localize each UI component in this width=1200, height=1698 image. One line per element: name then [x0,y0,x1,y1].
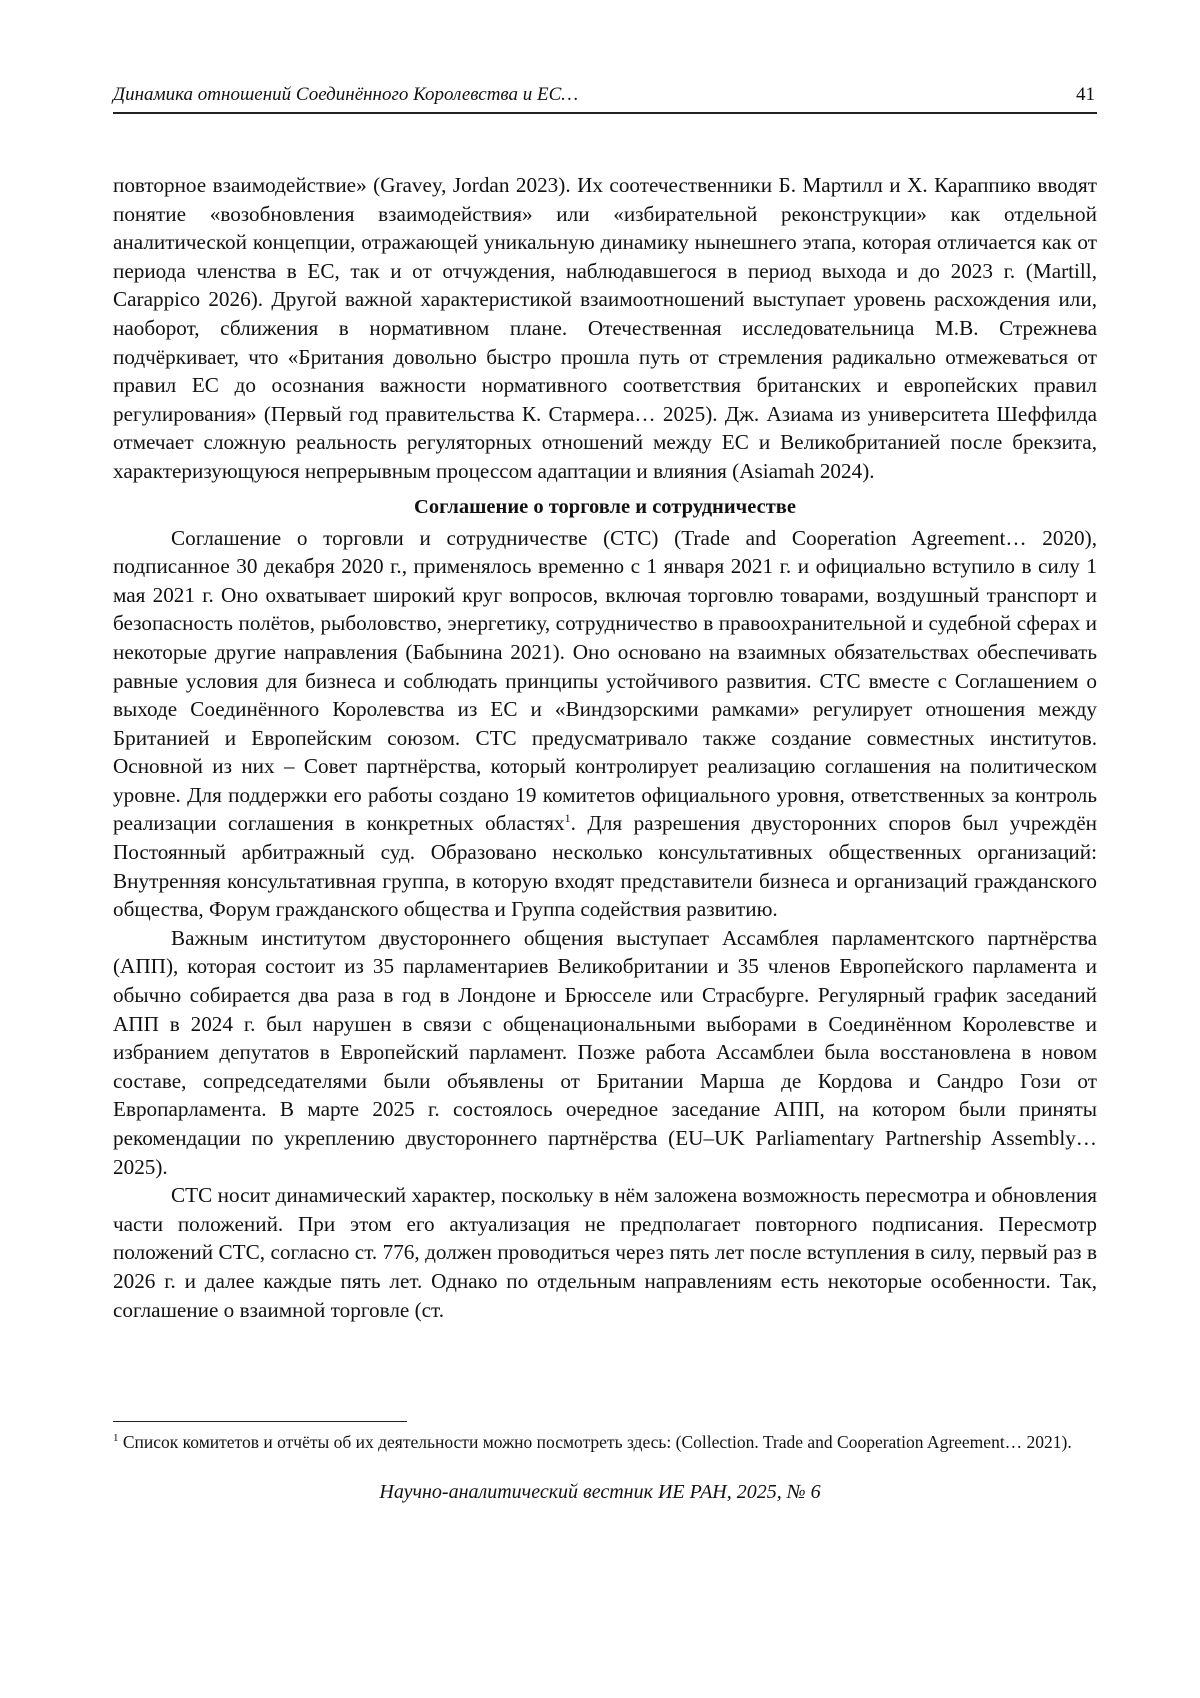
page-number: 41 [1076,84,1095,105]
footnote-text: Список комитетов и отчёты об их деятельности можно посмотреть здесь: (Collection. Trade and Cooperation Agreement… 2021). [118,1432,1072,1452]
section-title: Соглашение о торговле и сотрудничестве [414,495,796,518]
running-header [113,82,1097,114]
footnote [113,1431,1097,1453]
paragraph-2 [113,524,1097,924]
running-header-title: Динамика отношений Соединённого Королевства и ЕС… [113,84,579,105]
journal-footer: Научно-аналитический вестник ИЕ РАН, 2025, № 6 [379,1481,821,1503]
footnote-reference[interactable]: 1 [564,811,571,826]
footnote-separator [113,1421,407,1422]
footnote-mark: 1 [113,1432,119,1445]
paragraph-2-text-b: . Для разрешения двусторонних споров был учреждён Постоянный арбитражный суд. Образовано несколько консультативных общественных организаций: Внутренняя консультативная группа, в которую входят представители бизнеса и организаций гражданского общества, Форум гражданского общества и Группа содействия развитию. [113,811,1097,922]
paragraph-4: СТС носит динамический характер, поскольку в нём заложена возможность пересмотра и обновления части положений. При этом его актуализация не предполагает повторного подписания. Пересмотр положений СТС, согласно ст. 776, должен проводиться через пять лет после вступления в силу, первый раз в 2026 г. и далее каждые пять лет. Однако по отдельным направлениям есть некоторые особенности. Так, соглашение о взаимной торговле (ст. [113,1183,1097,1322]
paragraph-2-text-a: Соглашение о торговли и сотрудничестве (СТС) (Trade and Cooperation Agreement… 2020), подписанное 30 декабря 2020 г., применялось временно с 1 января 2021 г. и официально вступило в силу 1 мая 2021 г. Оно охватывает широкий круг вопросов, включая торговлю товарами, воздушный транспорт и безопасность полётов, рыболовство, энергетику, сотрудничество в правоохранительной и судебной сферах и некоторые другие направления (Бабынина 2021). Оно основано на взаимных обязательствах обеспечивать равные условия для бизнеса и соблюдать принципы устойчивого развития. СТС вместе с Соглашением о выходе Соединённого Королевства из ЕС и «Виндзорскими рамками» регулирует отношения между Британией и Европейским союзом. СТС предусматривало также создание совместных институтов. Основной из них – Совет партнёрства, который контролирует реализацию соглашения на политическом уровне. Для поддержки его работы создано 19 комитетов официального уровня, ответственных за контроль реализации соглашения в конкретных областях [113,525,1097,836]
article-body [113,171,1097,1324]
paragraph-1: повторное взаимодействие» (Gravey, Jordan 2023). Их соотечественники Б. Мартилл и Х. Караппико вводят понятие «возобновления взаимодействия» или «избирательной реконструкции» как отдельной аналитической концепции, отражающей уникальную динамику нынешнего этапа, которая отличается как от периода членства в ЕС, так и от отчуждения, наблюдавшегося в период выхода и до 2023 г. (Martill, Carappico 2026). Другой важной характеристикой взаимоотношений выступает уровень расхождения или, наоборот, сближения в нормативном плане. Отечественная исследовательница М.В. Стрежнева подчёркивает, что «Британия довольно быстро прошла путь от стремления радикально отмежеваться от правил ЕС до осознания важности нормативного соответствия британских и европейских правил регулирования» (Первый год правительства К. Стармера… 2025). Дж. Азиама из университета Шеффилда отмечает сложную реальность регуляторных отношений между ЕС и Великобританией после брекзита, характеризующуюся непрерывным процессом адаптации и влияния (Asiamah 2024). [113,173,1097,483]
paragraph-3: Важным институтом двустороннего общения выступает Ассамблея парламентского партнёрства (АПП), которая состоит из 35 парламентариев Великобритании и 35 членов Европейского парламента и обычно собирается два раза в год в Лондоне и Брюсселе или Страсбурге. Регулярный график заседаний АПП в 2024 г. был нарушен в связи с общенациональными выборами в Соединённом Королевстве и избранием депутатов в Европейский парламент. Позже работа Ассамблеи была восстановлена в новом составе, сопредседателями были объявлены от Британии Марша де Кордова и Сандро Гози от Европарламента. В марте 2025 г. состоялось очередное заседание АПП, на котором были приняты рекомендации по укреплению двустороннего партнёрства (EU–UK Parliamentary Partnership Assembly… 2025). [113,925,1097,1179]
